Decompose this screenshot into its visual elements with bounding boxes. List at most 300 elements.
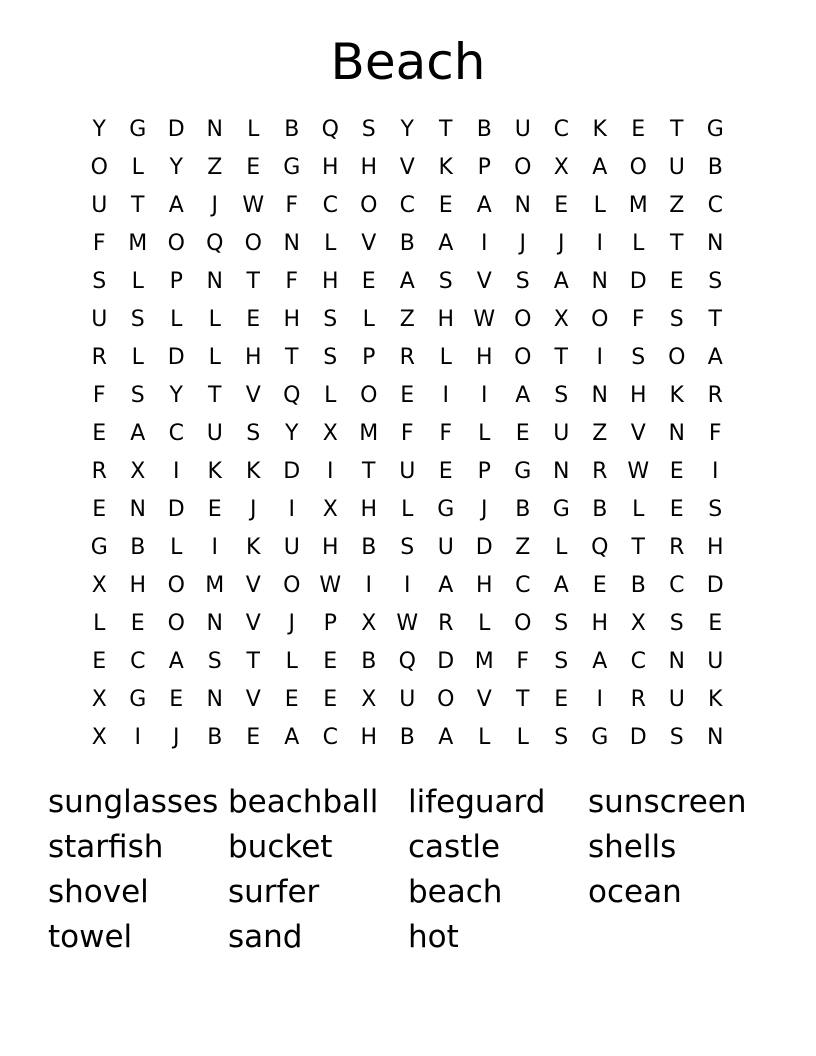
grid-letter: Y — [285, 421, 299, 446]
grid-letter: P — [477, 155, 491, 180]
grid-letter: D — [706, 573, 724, 598]
grid-letter: Q — [591, 535, 609, 560]
grid-letter: U — [707, 649, 724, 674]
grid-letter: O — [668, 345, 686, 370]
grid-letter: O — [167, 231, 185, 256]
grid-letter: F — [400, 421, 414, 446]
grid-letter: G — [129, 117, 147, 142]
grid-letter: M — [128, 231, 148, 256]
grid-letter: D — [167, 497, 185, 522]
grid-letter: O — [167, 611, 185, 636]
grid-row — [80, 301, 736, 339]
grid-row — [80, 225, 736, 263]
grid-letter: L — [170, 307, 183, 332]
grid-letter: G — [283, 155, 301, 180]
grid-letter: T — [516, 687, 530, 712]
grid-letter: V — [399, 155, 415, 180]
grid-letter: X — [91, 687, 107, 712]
grid-letter: T — [246, 649, 260, 674]
grid-letter: N — [707, 725, 724, 750]
grid-letter: X — [630, 611, 646, 636]
word-list-item: beachball — [228, 784, 379, 820]
grid-row — [80, 529, 736, 567]
grid-letter: F — [516, 649, 530, 674]
grid-letter: U — [283, 535, 300, 560]
grid-letter: X — [361, 611, 377, 636]
grid-letter: Y — [400, 117, 414, 142]
grid-letter: O — [90, 155, 108, 180]
grid-letter: S — [669, 611, 684, 636]
grid-letter: L — [439, 345, 452, 370]
grid-letter: I — [481, 231, 488, 256]
grid-letter: J — [519, 231, 526, 256]
grid-letter: I — [712, 459, 719, 484]
grid-letter: E — [169, 687, 184, 712]
grid-letter: B — [130, 535, 146, 560]
grid-letter: V — [630, 421, 646, 446]
grid-letter: T — [439, 117, 453, 142]
grid-row — [80, 719, 736, 757]
grid-letter: A — [438, 573, 454, 598]
grid-letter: U — [206, 421, 223, 446]
grid-letter: U — [91, 307, 108, 332]
grid-letter: D — [475, 535, 493, 560]
grid-letter: C — [322, 193, 338, 218]
word-list — [48, 780, 768, 960]
grid-letter: A — [284, 725, 300, 750]
grid-letter: Y — [92, 117, 106, 142]
grid-letter: R — [669, 535, 685, 560]
grid-letter: R — [707, 383, 723, 408]
grid-letter: T — [362, 459, 376, 484]
grid-letter: H — [321, 535, 339, 560]
grid-letter: X — [361, 687, 377, 712]
grid-letter: E — [400, 383, 415, 408]
grid-letter: M — [628, 193, 648, 218]
grid-letter: K — [438, 155, 453, 180]
grid-letter: C — [669, 573, 685, 598]
grid-letter: R — [438, 611, 454, 636]
grid-letter: J — [288, 611, 295, 636]
grid-letter: V — [476, 687, 492, 712]
grid-letter: Q — [206, 231, 224, 256]
grid-letter: N — [668, 649, 685, 674]
grid-row — [80, 149, 736, 187]
grid-letter: W — [319, 573, 342, 598]
grid-letter: I — [481, 383, 488, 408]
grid-letter: S — [130, 307, 145, 332]
grid-letter: D — [437, 649, 455, 674]
grid-letter: W — [242, 193, 265, 218]
grid-letter: U — [668, 687, 685, 712]
grid-letter: S — [323, 345, 338, 370]
grid-letter: E — [207, 497, 222, 522]
grid-letter: I — [404, 573, 411, 598]
grid-letter: S — [708, 497, 723, 522]
grid-letter: F — [285, 269, 299, 294]
grid-letter: B — [207, 725, 223, 750]
grid-letter: B — [399, 231, 415, 256]
grid-letter: E — [246, 307, 261, 332]
word-list-item: shells — [588, 829, 677, 865]
grid-letter: O — [514, 155, 532, 180]
grid-letter: A — [438, 725, 454, 750]
grid-letter: B — [361, 535, 377, 560]
grid-letter: O — [629, 155, 647, 180]
word-list-item: towel — [48, 919, 133, 955]
grid-row — [80, 643, 736, 681]
grid-letter: Z — [515, 535, 531, 560]
grid-row — [80, 263, 736, 301]
grid-letter: S — [554, 611, 569, 636]
grid-letter: O — [283, 573, 301, 598]
grid-letter: A — [515, 383, 531, 408]
grid-letter: S — [207, 649, 222, 674]
grid-letter: L — [632, 231, 645, 256]
grid-letter: D — [283, 459, 301, 484]
grid-letter: A — [168, 193, 184, 218]
grid-letter: B — [515, 497, 531, 522]
grid-letter: G — [129, 687, 147, 712]
grid-letter: S — [130, 383, 145, 408]
grid-letter: Z — [399, 307, 415, 332]
grid-letter: H — [475, 345, 493, 370]
grid-letter: E — [554, 687, 569, 712]
grid-letter: G — [514, 459, 532, 484]
grid-letter: U — [553, 421, 570, 446]
grid-letter: L — [131, 155, 144, 180]
grid-letter: O — [514, 345, 532, 370]
grid-letter: E — [438, 193, 453, 218]
grid-letter: I — [365, 573, 372, 598]
grid-row — [80, 605, 736, 643]
grid-letter: Q — [283, 383, 301, 408]
grid-letter: L — [131, 345, 144, 370]
grid-letter: T — [708, 307, 722, 332]
grid-letter: L — [362, 307, 375, 332]
grid-letter: S — [554, 649, 569, 674]
grid-letter: E — [515, 421, 530, 446]
grid-letter: R — [592, 459, 608, 484]
grid-letter: D — [167, 345, 185, 370]
grid-letter: E — [92, 497, 107, 522]
grid-letter: I — [211, 535, 218, 560]
grid-letter: O — [514, 611, 532, 636]
grid-letter: I — [596, 345, 603, 370]
grid-letter: S — [515, 269, 530, 294]
grid-letter: N — [206, 611, 223, 636]
grid-letter: V — [361, 231, 377, 256]
grid-letter: N — [707, 231, 724, 256]
word-list-item: starfish — [48, 829, 164, 865]
grid-letter: N — [668, 421, 685, 446]
word-list-item: sand — [228, 919, 303, 955]
grid-letter: A — [592, 649, 608, 674]
grid-letter: L — [401, 497, 414, 522]
grid-letter: I — [173, 459, 180, 484]
grid-letter: E — [592, 573, 607, 598]
grid-letter: J — [173, 725, 180, 750]
grid-row — [80, 491, 736, 529]
grid-letter: X — [322, 421, 338, 446]
grid-letter: K — [592, 117, 607, 142]
grid-letter: L — [478, 611, 491, 636]
grid-letter: A — [553, 269, 569, 294]
grid-letter: G — [90, 535, 108, 560]
grid-letter: E — [92, 649, 107, 674]
word-list-item: sunscreen — [588, 784, 747, 820]
grid-letter: O — [244, 231, 262, 256]
grid-letter: C — [553, 117, 569, 142]
grid-letter: H — [706, 535, 724, 560]
grid-letter: R — [630, 687, 646, 712]
grid-letter: S — [246, 421, 261, 446]
grid-letter: E — [669, 459, 684, 484]
grid-letter: H — [437, 307, 455, 332]
grid-letter: V — [245, 611, 261, 636]
grid-letter: Z — [592, 421, 608, 446]
grid-letter: E — [284, 687, 299, 712]
grid-letter: X — [91, 725, 107, 750]
grid-row — [80, 339, 736, 377]
grid-letter: U — [437, 535, 454, 560]
word-list-item: surfer — [228, 874, 320, 910]
grid-letter: U — [514, 117, 531, 142]
grid-letter: T — [670, 117, 684, 142]
grid-letter: W — [627, 459, 650, 484]
grid-letter: K — [246, 459, 261, 484]
grid-letter: T — [554, 345, 568, 370]
grid-letter: G — [706, 117, 724, 142]
grid-letter: G — [591, 725, 609, 750]
grid-letter: L — [285, 649, 298, 674]
grid-letter: L — [478, 725, 491, 750]
grid-letter: V — [245, 573, 261, 598]
grid-letter: L — [555, 535, 568, 560]
grid-letter: W — [396, 611, 419, 636]
grid-letter: D — [629, 725, 647, 750]
grid-letter: V — [476, 269, 492, 294]
grid-row — [80, 453, 736, 491]
grid-letter: J — [250, 497, 257, 522]
grid-letter: B — [592, 497, 608, 522]
grid-letter: W — [473, 307, 496, 332]
grid-letter: S — [92, 269, 107, 294]
grid-letter: E — [92, 421, 107, 446]
grid-letter: P — [323, 611, 337, 636]
grid-letter: G — [552, 497, 570, 522]
grid-letter: S — [669, 725, 684, 750]
grid-letter: E — [246, 725, 261, 750]
grid-letter: X — [553, 307, 569, 332]
grid-letter: S — [400, 535, 415, 560]
grid-letter: L — [516, 725, 529, 750]
grid-letter: I — [596, 231, 603, 256]
grid-letter: N — [591, 383, 608, 408]
grid-letter: I — [327, 459, 334, 484]
grid-letter: L — [593, 193, 606, 218]
grid-letter: R — [91, 345, 107, 370]
grid-letter: C — [322, 725, 338, 750]
grid-letter: L — [93, 611, 106, 636]
grid-letter: T — [208, 383, 222, 408]
grid-letter: C — [399, 193, 415, 218]
grid-letter: K — [708, 687, 723, 712]
grid-letter: A — [592, 155, 608, 180]
grid-letter: M — [474, 649, 494, 674]
grid-letter: L — [324, 383, 337, 408]
grid-row — [80, 377, 736, 415]
word-list-item: sunglasses — [48, 784, 219, 820]
grid-letter: C — [630, 649, 646, 674]
grid-letter: J — [211, 193, 218, 218]
grid-letter: S — [438, 269, 453, 294]
grid-letter: N — [206, 269, 223, 294]
grid-letter: B — [284, 117, 300, 142]
grid-letter: I — [288, 497, 295, 522]
grid-letter: O — [167, 573, 185, 598]
grid-letter: L — [632, 497, 645, 522]
grid-letter: B — [476, 117, 492, 142]
grid-letter: L — [478, 421, 491, 446]
grid-letter: B — [707, 155, 723, 180]
grid-letter: C — [515, 573, 531, 598]
grid-letter: E — [631, 117, 646, 142]
grid-letter: H — [244, 345, 262, 370]
grid-letter: N — [283, 231, 300, 256]
word-list-item: lifeguard — [408, 784, 546, 820]
grid-letter: B — [399, 725, 415, 750]
grid-letter: E — [130, 611, 145, 636]
grid-letter: S — [631, 345, 646, 370]
grid-letter: F — [708, 421, 722, 446]
word-list-item: ocean — [588, 874, 682, 910]
grid-letter: H — [129, 573, 147, 598]
grid-letter: A — [438, 231, 454, 256]
grid-letter: L — [170, 535, 183, 560]
grid-letter: A — [707, 345, 723, 370]
grid-letter: T — [131, 193, 145, 218]
grid-letter: K — [669, 383, 684, 408]
grid-letter: E — [669, 269, 684, 294]
grid-letter: T — [631, 535, 645, 560]
grid-letter: X — [322, 497, 338, 522]
grid-letter: Y — [169, 383, 183, 408]
grid-letter: Y — [169, 155, 183, 180]
grid-letter: X — [130, 459, 146, 484]
grid-letter: G — [437, 497, 455, 522]
grid-letter: O — [360, 383, 378, 408]
grid-letter: O — [437, 687, 455, 712]
grid-letter: S — [554, 725, 569, 750]
grid-letter: P — [169, 269, 183, 294]
grid-letter: M — [359, 421, 379, 446]
grid-letter: U — [91, 193, 108, 218]
grid-letter: I — [442, 383, 449, 408]
grid-letter: E — [554, 193, 569, 218]
grid-letter: N — [206, 117, 223, 142]
grid-letter: J — [481, 497, 488, 522]
grid-letter: H — [360, 497, 378, 522]
grid-letter: O — [514, 307, 532, 332]
word-list-item: shovel — [48, 874, 149, 910]
grid-letter: H — [321, 269, 339, 294]
grid-letter: E — [323, 687, 338, 712]
word-list-item: castle — [408, 829, 501, 865]
grid-letter: E — [323, 649, 338, 674]
grid-letter: A — [476, 193, 492, 218]
grid-letter: E — [246, 155, 261, 180]
grid-row — [80, 111, 736, 149]
grid-letter: L — [208, 307, 221, 332]
grid-letter: O — [360, 193, 378, 218]
grid-letter: P — [477, 459, 491, 484]
grid-letter: U — [399, 687, 416, 712]
grid-letter: L — [208, 345, 221, 370]
grid-letter: F — [439, 421, 453, 446]
grid-letter: N — [206, 687, 223, 712]
grid-letter: F — [92, 231, 106, 256]
grid-letter: C — [168, 421, 184, 446]
grid-letter: S — [554, 383, 569, 408]
grid-letter: F — [285, 193, 299, 218]
grid-letter: E — [669, 497, 684, 522]
grid-letter: L — [324, 231, 337, 256]
grid-letter: D — [167, 117, 185, 142]
grid-letter: J — [558, 231, 565, 256]
grid-row — [80, 415, 736, 453]
grid-letter: I — [134, 725, 141, 750]
grid-letter: T — [285, 345, 299, 370]
grid-letter: H — [360, 155, 378, 180]
grid-letter: U — [399, 459, 416, 484]
grid-letter: H — [283, 307, 301, 332]
grid-letter: S — [323, 307, 338, 332]
grid-letter: Z — [669, 193, 685, 218]
grid-letter: V — [245, 687, 261, 712]
grid-letter: Q — [321, 117, 339, 142]
grid-letter: K — [246, 535, 261, 560]
grid-letter: T — [246, 269, 260, 294]
grid-letter: B — [361, 649, 377, 674]
word-list-item: beach — [408, 874, 503, 910]
grid-letter: D — [629, 269, 647, 294]
grid-letter: P — [362, 345, 376, 370]
grid-letter: E — [708, 611, 723, 636]
word-list-item: hot — [408, 919, 459, 955]
grid-letter: R — [399, 345, 415, 370]
grid-letter: H — [591, 611, 609, 636]
grid-letter: O — [591, 307, 609, 332]
grid-letter: I — [596, 687, 603, 712]
grid-letter: K — [207, 459, 222, 484]
grid-letter: E — [361, 269, 376, 294]
grid-letter: C — [130, 649, 146, 674]
page-title: Beach — [330, 33, 486, 91]
grid-letter: M — [205, 573, 225, 598]
word-list-item: bucket — [228, 829, 333, 865]
grid-letter: A — [399, 269, 415, 294]
grid-letter: L — [247, 117, 260, 142]
letter-grid — [80, 111, 736, 757]
grid-letter: A — [553, 573, 569, 598]
grid-letter: S — [361, 117, 376, 142]
grid-letter: R — [91, 459, 107, 484]
grid-letter: E — [438, 459, 453, 484]
grid-letter: H — [629, 383, 647, 408]
grid-letter: N — [514, 193, 531, 218]
grid-letter: H — [321, 155, 339, 180]
